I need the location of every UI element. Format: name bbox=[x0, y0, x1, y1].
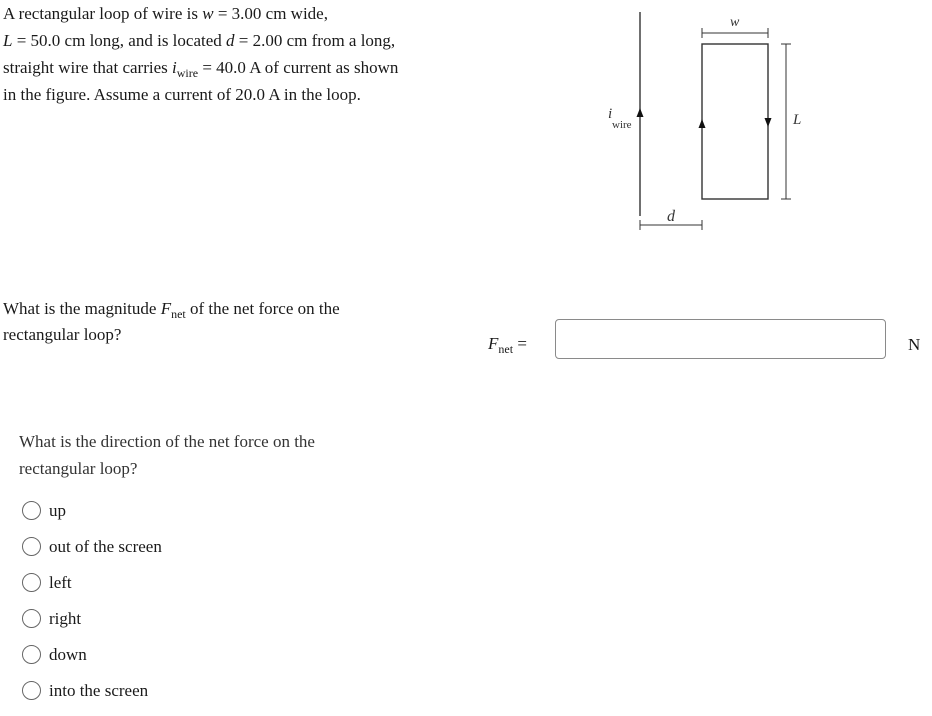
d-label: d bbox=[667, 208, 675, 225]
radio-button[interactable] bbox=[22, 645, 41, 664]
radio-button[interactable] bbox=[22, 501, 41, 520]
direction-question-text: What is the direction of the net force on the rectangular loop? bbox=[19, 432, 315, 478]
option-down[interactable]: down bbox=[19, 636, 379, 672]
radio-button[interactable] bbox=[22, 537, 41, 556]
wire-current-arrow-icon bbox=[637, 108, 644, 117]
option-up[interactable]: up bbox=[19, 492, 379, 528]
option-into-the-screen[interactable]: into the screen bbox=[19, 672, 379, 708]
question-direction bbox=[19, 428, 379, 708]
unit-label: N bbox=[908, 335, 921, 354]
L-symbol: L bbox=[3, 31, 13, 50]
figure-svg bbox=[590, 6, 830, 238]
i-symbol: i bbox=[172, 58, 177, 77]
question-magnitude: What is the magnitude $F_{net}$ of the net force on the rectangular loop? bbox=[3, 299, 340, 344]
option-out-of-the-screen[interactable]: out of the screen bbox=[19, 528, 379, 564]
direction-options bbox=[19, 492, 379, 708]
i-wire-subscript: wire bbox=[612, 119, 632, 131]
fnet-symbol: F bbox=[160, 299, 172, 318]
L-label: L bbox=[793, 112, 802, 128]
radio-button[interactable] bbox=[22, 681, 41, 700]
w-label: w bbox=[730, 15, 740, 30]
option-left[interactable]: left bbox=[19, 564, 379, 600]
wire-loop-figure bbox=[590, 6, 830, 238]
loop-down-arrow-icon bbox=[765, 118, 772, 127]
radio-button[interactable] bbox=[22, 573, 41, 592]
d-symbol: d bbox=[226, 31, 235, 50]
i-subscript: wire bbox=[176, 66, 199, 80]
w-symbol: w bbox=[202, 4, 214, 23]
option-right[interactable]: right bbox=[19, 600, 379, 636]
problem-line-2: L = 50.0 cm long, and is located d = 2.00 cm from a long, bbox=[3, 31, 396, 50]
fnet-answer-label: $F_{net}$ = bbox=[488, 334, 527, 356]
problem-line-1: A rectangular loop of wire is w = 3.00 cm wide, bbox=[3, 4, 328, 23]
fnet-answer-input[interactable] bbox=[555, 319, 886, 359]
problem-line-3: straight wire that carries $i_{wire} = 40.0$ A of current as shown bbox=[3, 58, 399, 80]
problem-statement bbox=[3, 0, 443, 108]
problem-line-4: in the figure. Assume a current of 20.0 A in the loop. bbox=[3, 85, 361, 104]
loop-up-arrow-icon bbox=[699, 119, 706, 128]
i-wire-label: i bbox=[608, 106, 613, 122]
rectangular-loop bbox=[702, 44, 768, 199]
radio-button[interactable] bbox=[22, 609, 41, 628]
